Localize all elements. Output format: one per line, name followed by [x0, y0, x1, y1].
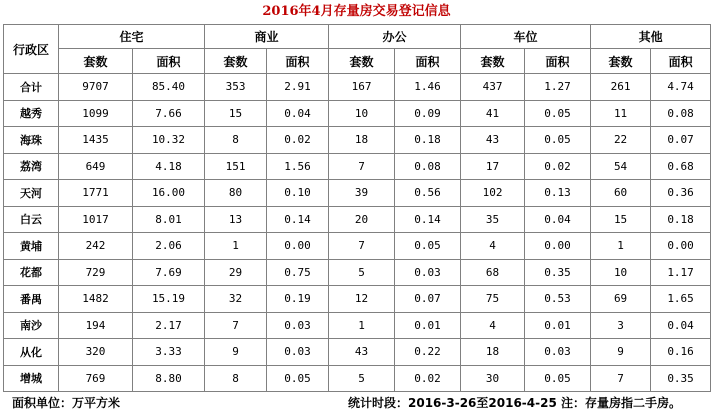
area-cell: 0.56 — [395, 180, 461, 207]
district-name: 南沙 — [4, 312, 59, 339]
header-row-groups — [4, 25, 711, 49]
count-cell: 320 — [59, 339, 133, 366]
count-cell: 10 — [591, 259, 651, 286]
count-cell: 1 — [205, 233, 267, 260]
count-cell: 729 — [59, 259, 133, 286]
area-cell: 0.03 — [395, 259, 461, 286]
count-cell: 32 — [205, 286, 267, 313]
district-name: 海珠 — [4, 127, 59, 154]
count-cell: 9 — [591, 339, 651, 366]
district-name: 增城 — [4, 365, 59, 392]
area-cell: 0.05 — [525, 365, 591, 392]
area-cell: 0.08 — [651, 100, 711, 127]
area-cell: 0.75 — [267, 259, 329, 286]
count-cell: 80 — [205, 180, 267, 207]
area-cell: 0.03 — [525, 339, 591, 366]
area-cell: 1.56 — [267, 153, 329, 180]
area-cell: 0.13 — [525, 180, 591, 207]
district-name: 越秀 — [4, 100, 59, 127]
area-cell: 8.01 — [133, 206, 205, 233]
count-cell: 9707 — [59, 74, 133, 101]
count-cell: 17 — [461, 153, 525, 180]
count-cell: 18 — [461, 339, 525, 366]
area-cell: 0.05 — [395, 233, 461, 260]
count-cell: 43 — [461, 127, 525, 154]
area-cell: 7.66 — [133, 100, 205, 127]
count-cell: 11 — [591, 100, 651, 127]
count-cell: 15 — [591, 206, 651, 233]
header-group-office: 办公 — [329, 25, 461, 49]
count-cell: 3 — [591, 312, 651, 339]
area-cell: 0.05 — [525, 127, 591, 154]
area-cell: 16.00 — [133, 180, 205, 207]
district-name: 番禺 — [4, 286, 59, 313]
count-cell: 35 — [461, 206, 525, 233]
count-cell: 7 — [329, 233, 395, 260]
count-cell: 437 — [461, 74, 525, 101]
area-cell: 0.35 — [651, 365, 711, 392]
header-sub-area: 面积 — [525, 49, 591, 74]
page-title: 2016年4月存量房交易登记信息 — [262, 4, 451, 19]
area-cell: 0.01 — [395, 312, 461, 339]
header-sub-count: 套数 — [59, 49, 133, 74]
count-cell: 60 — [591, 180, 651, 207]
count-cell: 41 — [461, 100, 525, 127]
header-sub-area: 面积 — [133, 49, 205, 74]
header-sub-count: 套数 — [461, 49, 525, 74]
count-cell: 68 — [461, 259, 525, 286]
area-cell: 85.40 — [133, 74, 205, 101]
district-name: 合计 — [4, 74, 59, 101]
count-cell: 30 — [461, 365, 525, 392]
header-group-other: 其他 — [591, 25, 711, 49]
header-group-parking: 车位 — [461, 25, 591, 49]
area-cell: 0.05 — [525, 100, 591, 127]
table-row — [4, 206, 711, 233]
count-cell: 1099 — [59, 100, 133, 127]
count-cell: 20 — [329, 206, 395, 233]
district-name: 天河 — [4, 180, 59, 207]
count-cell: 54 — [591, 153, 651, 180]
count-cell: 29 — [205, 259, 267, 286]
count-cell: 5 — [329, 259, 395, 286]
count-cell: 22 — [591, 127, 651, 154]
area-cell: 0.14 — [395, 206, 461, 233]
header-sub-area: 面积 — [267, 49, 329, 74]
table-row — [4, 100, 711, 127]
area-cell: 0.09 — [395, 100, 461, 127]
area-cell: 4.74 — [651, 74, 711, 101]
area-cell: 0.03 — [267, 339, 329, 366]
area-cell: 1.46 — [395, 74, 461, 101]
area-cell: 0.19 — [267, 286, 329, 313]
area-cell: 0.16 — [651, 339, 711, 366]
area-cell: 0.18 — [651, 206, 711, 233]
count-cell: 194 — [59, 312, 133, 339]
area-cell: 0.00 — [267, 233, 329, 260]
district-name: 花都 — [4, 259, 59, 286]
area-cell: 7.69 — [133, 259, 205, 286]
count-cell: 102 — [461, 180, 525, 207]
area-cell: 2.91 — [267, 74, 329, 101]
district-name: 从化 — [4, 339, 59, 366]
area-cell: 0.36 — [651, 180, 711, 207]
area-cell: 0.03 — [267, 312, 329, 339]
district-name: 白云 — [4, 206, 59, 233]
count-cell: 75 — [461, 286, 525, 313]
area-cell: 0.02 — [267, 127, 329, 154]
count-cell: 1482 — [59, 286, 133, 313]
period-note: 统计时段：2016-3-26至2016-4-25 注：存量房指二手房。 — [348, 396, 681, 410]
count-cell: 7 — [205, 312, 267, 339]
header-district: 行政区 — [4, 25, 59, 74]
count-cell: 1435 — [59, 127, 133, 154]
unit-note: 面积单位：万平方米 — [12, 396, 121, 410]
count-cell: 7 — [591, 365, 651, 392]
count-cell: 9 — [205, 339, 267, 366]
area-cell: 0.14 — [267, 206, 329, 233]
area-cell: 0.02 — [525, 153, 591, 180]
area-cell: 0.68 — [651, 153, 711, 180]
area-cell: 0.04 — [267, 100, 329, 127]
area-cell: 0.18 — [395, 127, 461, 154]
count-cell: 13 — [205, 206, 267, 233]
table-row — [4, 312, 711, 339]
table-row — [4, 339, 711, 366]
count-cell: 5 — [329, 365, 395, 392]
area-cell: 0.53 — [525, 286, 591, 313]
header-sub-count: 套数 — [591, 49, 651, 74]
area-cell: 2.17 — [133, 312, 205, 339]
count-cell: 242 — [59, 233, 133, 260]
area-cell: 3.33 — [133, 339, 205, 366]
header-group-residential: 住宅 — [59, 25, 205, 49]
header-group-commercial: 商业 — [205, 25, 329, 49]
area-cell: 1.17 — [651, 259, 711, 286]
transaction-table — [3, 24, 711, 392]
table-row — [4, 365, 711, 392]
area-cell: 0.04 — [525, 206, 591, 233]
table-row — [4, 153, 711, 180]
count-cell: 8 — [205, 127, 267, 154]
count-cell: 39 — [329, 180, 395, 207]
count-cell: 1 — [591, 233, 651, 260]
area-cell: 0.07 — [651, 127, 711, 154]
area-cell: 1.27 — [525, 74, 591, 101]
area-cell: 0.10 — [267, 180, 329, 207]
count-cell: 4 — [461, 233, 525, 260]
count-cell: 8 — [205, 365, 267, 392]
district-name: 荔湾 — [4, 153, 59, 180]
count-cell: 10 — [329, 100, 395, 127]
header-sub-count: 套数 — [205, 49, 267, 74]
count-cell: 649 — [59, 153, 133, 180]
count-cell: 261 — [591, 74, 651, 101]
table-row — [4, 127, 711, 154]
count-cell: 12 — [329, 286, 395, 313]
header-row-sub — [4, 49, 711, 74]
area-cell: 0.07 — [395, 286, 461, 313]
district-name: 黄埔 — [4, 233, 59, 260]
count-cell: 4 — [461, 312, 525, 339]
area-cell: 0.04 — [651, 312, 711, 339]
area-cell: 0.01 — [525, 312, 591, 339]
area-cell: 2.06 — [133, 233, 205, 260]
count-cell: 18 — [329, 127, 395, 154]
area-cell: 0.08 — [395, 153, 461, 180]
area-cell: 1.65 — [651, 286, 711, 313]
header-sub-area: 面积 — [651, 49, 711, 74]
area-cell: 0.00 — [525, 233, 591, 260]
area-cell: 0.02 — [395, 365, 461, 392]
table-row — [4, 180, 711, 207]
area-cell: 10.32 — [133, 127, 205, 154]
count-cell: 1 — [329, 312, 395, 339]
area-cell: 8.80 — [133, 365, 205, 392]
area-cell: 15.19 — [133, 286, 205, 313]
area-cell: 0.35 — [525, 259, 591, 286]
count-cell: 69 — [591, 286, 651, 313]
table-row — [4, 286, 711, 313]
area-cell: 0.22 — [395, 339, 461, 366]
table-row — [4, 259, 711, 286]
count-cell: 151 — [205, 153, 267, 180]
count-cell: 15 — [205, 100, 267, 127]
count-cell: 7 — [329, 153, 395, 180]
table-row — [4, 74, 711, 101]
count-cell: 1771 — [59, 180, 133, 207]
count-cell: 769 — [59, 365, 133, 392]
area-cell: 4.18 — [133, 153, 205, 180]
table-row — [4, 233, 711, 260]
header-sub-count: 套数 — [329, 49, 395, 74]
count-cell: 353 — [205, 74, 267, 101]
area-cell: 0.00 — [651, 233, 711, 260]
area-cell: 0.05 — [267, 365, 329, 392]
count-cell: 1017 — [59, 206, 133, 233]
count-cell: 43 — [329, 339, 395, 366]
count-cell: 167 — [329, 74, 395, 101]
header-sub-area: 面积 — [395, 49, 461, 74]
